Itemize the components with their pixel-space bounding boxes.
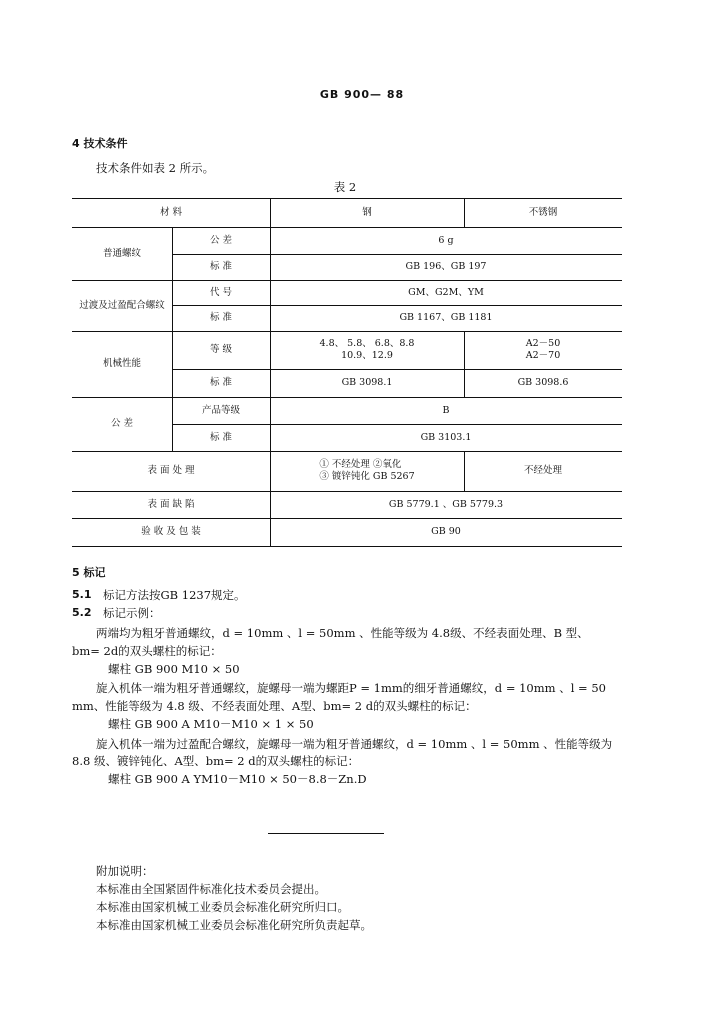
appendix-title: 附加说明： bbox=[96, 864, 154, 878]
appendix-line-3: 本标准由国家机械工业委员会标准化研究所负责起草。 bbox=[96, 918, 372, 932]
value-mech-grade-stainless: A2－50 A2－70 bbox=[525, 338, 561, 361]
example-1-line-2: bm= 2d的双头螺柱的标记： bbox=[72, 644, 222, 658]
example-2-mark: 螺柱 GB 900 A M10－M10 × 1 × 50 bbox=[108, 717, 314, 731]
example-3-line-1: 旋入机体一端为过盈配合螺纹，旋螺母一端为粗牙普通螺纹，d = 10mm 、l = 50mm 、性能等级为 bbox=[96, 737, 613, 751]
label-thread-standard: 标 准 bbox=[209, 261, 233, 272]
value-surface-steel: ① 不经处理 ②氧化 ③ 镀锌钝化 GB 5267 bbox=[319, 459, 415, 482]
section-4-intro: 技术条件如表 2 所示。 bbox=[96, 161, 215, 175]
value-product-grade: B bbox=[442, 404, 450, 416]
label-surface-defects: 表 面 缺 陷 bbox=[147, 498, 195, 510]
label-surface-treatment: 表 面 处 理 bbox=[147, 465, 195, 476]
section-5-1-text: 标记方法按GB 1237规定。 bbox=[103, 588, 246, 602]
appendix-line-2: 本标准由国家机械工业委员会标准化研究所归口。 bbox=[96, 900, 349, 914]
value-mech-standard-stainless: GB 3098.6 bbox=[517, 377, 569, 388]
section-5-2-number: 5.2 bbox=[72, 606, 92, 619]
label-product-grade: 产品等级 bbox=[201, 404, 240, 416]
value-thread-standard: GB 196、GB 197 bbox=[405, 261, 487, 272]
section-4-title: 4 技术条件 bbox=[72, 137, 128, 150]
label-mech-standard: 标 准 bbox=[209, 377, 233, 388]
label-mech-grade: 等 级 bbox=[209, 344, 233, 355]
value-fit-code: GM、G2M、YM bbox=[408, 286, 484, 298]
section-5-1-number: 5.1 bbox=[72, 588, 92, 601]
group-mechanical: 机械性能 bbox=[102, 358, 141, 369]
value-mech-standard-steel: GB 3098.1 bbox=[341, 377, 393, 388]
section-5-2-text: 标记示例： bbox=[103, 606, 161, 620]
value-tolerance-standard: GB 3103.1 bbox=[420, 431, 472, 443]
example-3-line-2: 8.8 级、镀锌钝化、A型、bm= 2 d的双头螺柱的标记： bbox=[72, 754, 360, 768]
value-surface-stainless: 不经处理 bbox=[523, 465, 562, 476]
label-fit-standard: 标 准 bbox=[209, 312, 233, 323]
separator-line bbox=[268, 833, 384, 834]
header-stainless: 不锈钢 bbox=[528, 206, 558, 218]
technical-conditions-table bbox=[72, 198, 622, 546]
example-2-line-1: 旋入机体一端为粗牙普通螺纹，旋螺母一端为螺距P = 1mm的细牙普通螺纹，d = 10mm 、l = 50 bbox=[96, 681, 606, 695]
label-tolerance-standard: 标 准 bbox=[209, 431, 233, 443]
page-header: GB 900— 88 bbox=[319, 88, 405, 101]
appendix-line-1: 本标准由全国紧固件标准化技术委员会提出。 bbox=[96, 882, 326, 896]
header-steel: 钢 bbox=[362, 206, 372, 218]
value-fit-standard: GB 1167、GB 1181 bbox=[399, 312, 493, 323]
value-thread-tolerance: 6 g bbox=[438, 234, 454, 246]
value-surface-defects: GB 5779.1 、GB 5779.3 bbox=[388, 498, 504, 510]
example-1-mark: 螺柱 GB 900 M10 × 50 bbox=[108, 662, 240, 676]
group-ordinary-thread: 普通螺纹 bbox=[102, 247, 141, 259]
header-material: 材 料 bbox=[159, 206, 183, 218]
value-acceptance-packing: GB 90 bbox=[431, 526, 461, 537]
group-tolerance: 公 差 bbox=[110, 418, 134, 429]
label-acceptance-packing: 验 收 及 包 装 bbox=[141, 526, 201, 537]
section-5-title: 5 标记 bbox=[72, 566, 106, 579]
group-fit-thread: 过渡及过盈配合螺纹 bbox=[79, 299, 165, 311]
example-2-line-2: mm、性能等级为 4.8 级、不经表面处理、A型、bm= 2 d的双头螺柱的标记： bbox=[72, 699, 477, 713]
table-caption: 表 2 bbox=[333, 180, 357, 194]
label-thread-tolerance: 公 差 bbox=[209, 234, 233, 246]
label-fit-code: 代 号 bbox=[209, 286, 233, 298]
example-3-mark: 螺柱 GB 900 A YM10－M10 × 50－8.8－Zn.D bbox=[108, 772, 367, 786]
value-mech-grade-steel: 4.8、 5.8、 6.8、8.8 10.9、12.9 bbox=[319, 338, 415, 361]
example-1-line-1: 两端均为粗牙普通螺纹，d = 10mm 、l = 50mm 、性能等级为 4.8级、不经表面处理、B 型、 bbox=[96, 626, 589, 640]
